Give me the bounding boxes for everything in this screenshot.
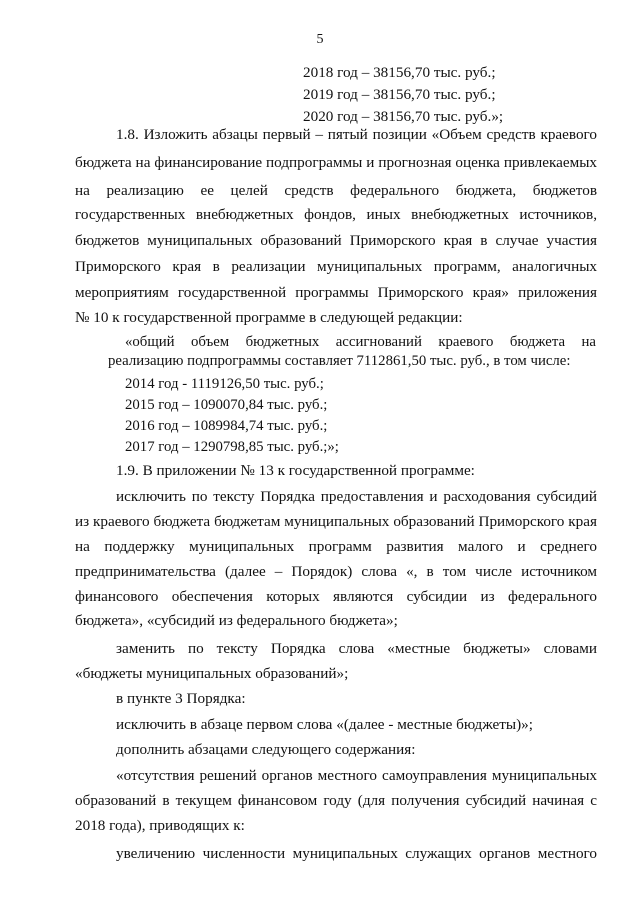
paragraph-line: заменить по тексту Порядка слова «местные бюджеты» словами (116, 640, 597, 657)
year-line: 2017 год – 1290798,85 тыс. руб.;»; (125, 439, 339, 455)
paragraph-line: в пункте 3 Порядка: (116, 690, 246, 707)
paragraph-line: бюджета», «субсидий из федерального бюджета»; (75, 612, 398, 629)
paragraph-line: мероприятиям государственной программы Приморского края» приложения (75, 284, 597, 301)
paragraph-line: государственных внебюджетных фондов, иных внебюджетных источников, (75, 206, 597, 223)
paragraph-line: из краевого бюджета бюджетам муниципальных образований Приморского края (75, 513, 597, 530)
year-line: 2018 год – 38156,70 тыс. руб.; (303, 64, 496, 81)
paragraph-line: финансового обеспечения которых являются субсидии из федерального (75, 588, 597, 605)
paragraph-line: на поддержку муниципальных программ развития малого и среднего (75, 538, 597, 555)
year-line: 2019 год – 38156,70 тыс. руб.; (303, 86, 496, 103)
paragraph-line: «бюджеты муниципальных образований»; (75, 665, 349, 682)
paragraph-line: бюджетов муниципальных образований Приморского края в случае участия (75, 232, 597, 249)
paragraph-line: предпринимательства (далее – Порядок) слова «, в том числе источником (75, 563, 597, 580)
year-line: 2020 год – 38156,70 тыс. руб.»; (303, 108, 504, 125)
paragraph-line: образований в текущем финансовом году (для получения субсидий начиная с (75, 792, 597, 809)
quote-line: «общий объем бюджетных ассигнований краевого бюджета на (125, 334, 596, 350)
paragraph-line: исключить в абзаце первом слова «(далее - местные бюджеты)»; (116, 716, 533, 733)
paragraph-line: № 10 к государственной программе в следующей редакции: (75, 309, 463, 326)
year-line: 2016 год – 1089984,74 тыс. руб.; (125, 418, 328, 434)
paragraph-line: бюджета на финансирование подпрограммы и прогнозная оценка привлекаемых (75, 154, 597, 171)
page-number: 5 (316, 32, 324, 47)
paragraph-line: дополнить абзацами следующего содержания: (116, 741, 416, 758)
paragraph-line: на реализацию ее целей средств федерального бюджета, бюджетов (75, 182, 597, 199)
paragraph-line: исключить по тексту Порядка предоставления и расходования субсидий (116, 488, 597, 505)
quote-line: реализацию подпрограммы составляет 7112861,50 тыс. руб., в том числе: (108, 353, 571, 369)
paragraph-line: «отсутствия решений органов местного самоуправления муниципальных (116, 767, 597, 784)
paragraph-line: 1.9. В приложении № 13 к государственной программе: (116, 462, 475, 479)
year-line: 2015 год – 1090070,84 тыс. руб.; (125, 397, 328, 413)
paragraph-line: увеличению численности муниципальных служащих органов местного (116, 845, 597, 862)
year-line: 2014 год - 1119126,50 тыс. руб.; (125, 376, 324, 392)
paragraph-line: 2018 года), приводящих к: (75, 817, 245, 834)
paragraph-line: 1.8. Изложить абзацы первый – пятый позиции «Объем средств краевого (116, 126, 597, 143)
paragraph-line: Приморского края в реализации муниципальных программ, аналогичных (75, 258, 597, 275)
